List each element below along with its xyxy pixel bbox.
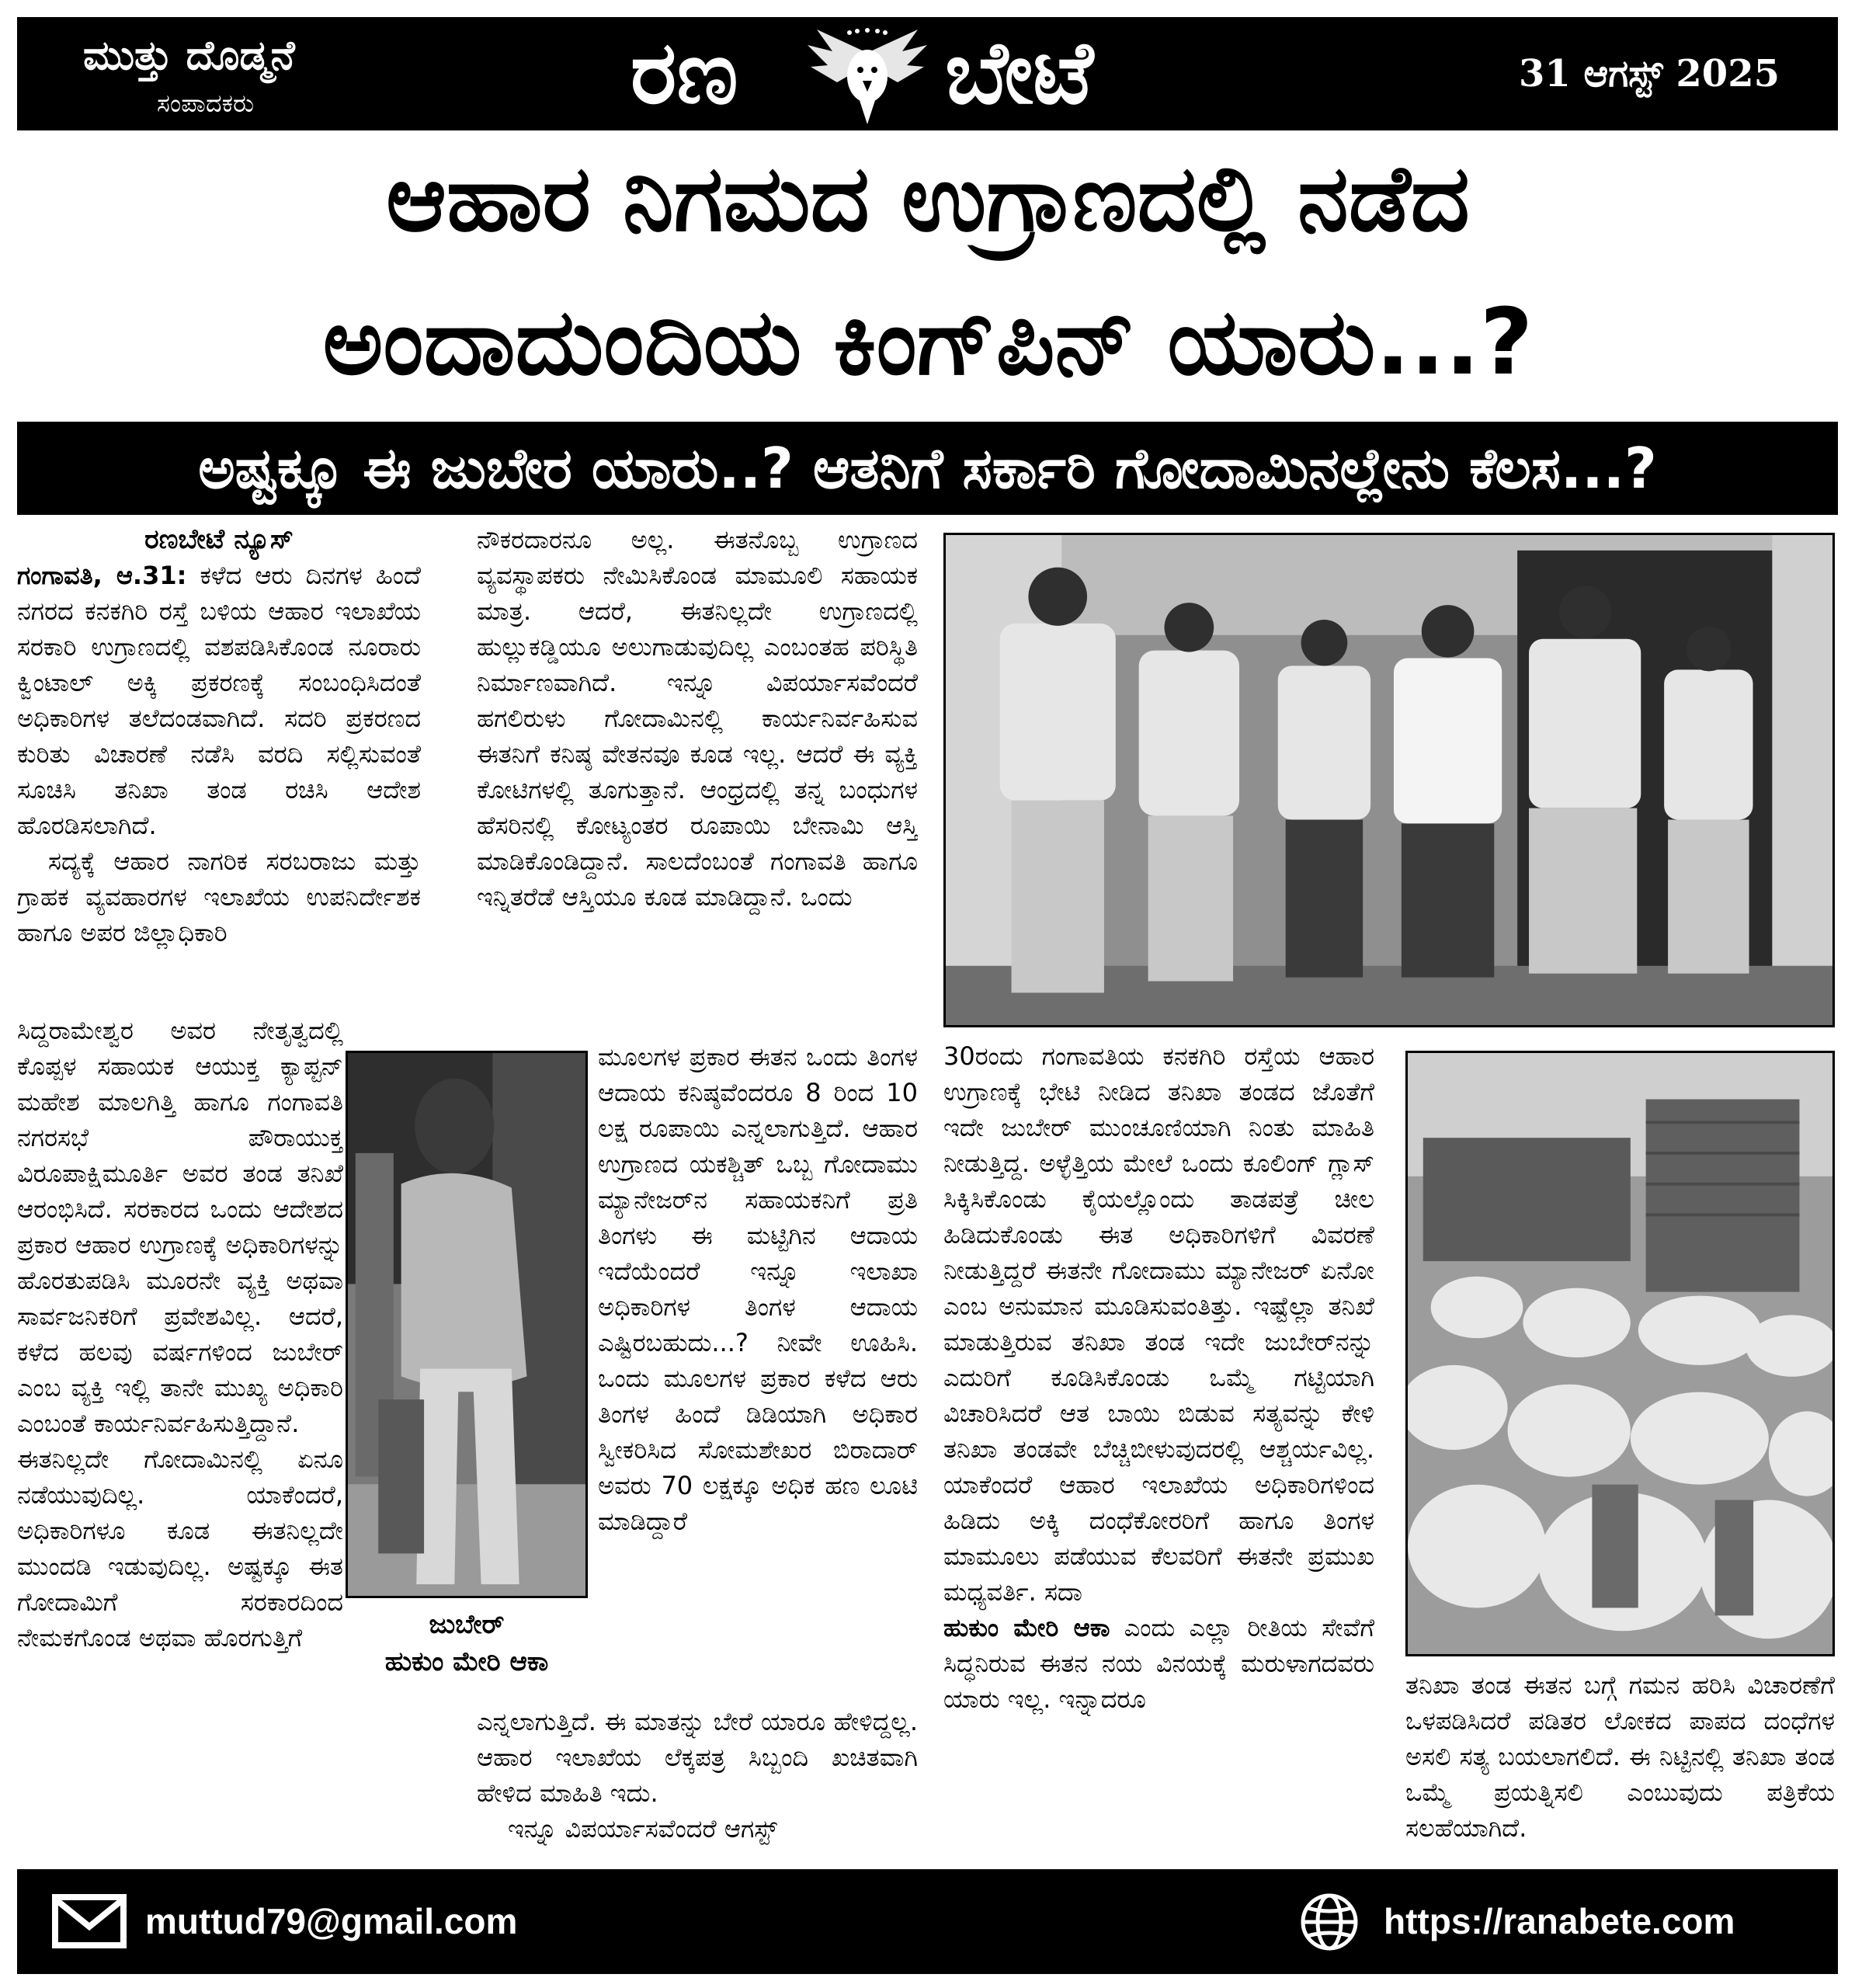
article-column-2-middle <box>598 1039 918 1695</box>
warehouse-rice-bags-photo <box>1405 1051 1835 1656</box>
article-paragraph: ಸದ್ಯಕ್ಕೆ ಆಹಾರ ನಾಗರಿಕ ಸರಬರಾಜು ಮತ್ತು ಗ್ರಾಹಕ ವ್ಯವಹಾರಗಳ ಇಲಾಖೆಯ ಉಪನಿರ್ದೇಶಕ ಹಾಗೂ ಅಪರ ಜಿಲ್ಲಾಧಿಕಾರಿ <box>17 846 421 947</box>
subheadline: ಅಷ್ಟಕ್ಕೂ ಈ ಜುಬೇರ ಯಾರು..? ಆತನಿಗೆ ಸರ್ಕಾರಿ ಗೋದಾಮಿನಲ್ಲೇನು ಕೆಲಸ...? <box>17 422 1838 515</box>
article-paragraph: ಹುಕುಂ ಮೇರಿ ಆಕಾ ಎಂದು ಎಲ್ಲಾ ರೀತಿಯ ಸೇವೆಗೆ ಸಿದ್ಧನಿರುವ ಈತನ ನಯ ವಿನಯಕ್ಕೆ ಮರುಳಾಗದವರು ಯಾರು ಇಲ್ಲ. ಇನ್ನಾದರೂ <box>943 1613 1374 1714</box>
article-paragraph: 30ರಂದು ಗಂಗಾವತಿಯ ಕನಕಗಿರಿ ರಸ್ತೆಯ ಆಹಾರ ಉಗ್ರಾಣಕ್ಕೆ ಭೇಟಿ ನೀಡಿದ ತನಿಖಾ ತಂಡದ ಜೊತೆಗೆ ಇದೇ ಜುಬೇರ್ ಮುಂಚೂಣಿಯಾಗಿ ನಿಂತು ಮಾಹಿತಿ ನೀಡುತ್ತಿದ್ದ. ಅಳ್ಳೆತ್ತಿಯ ಮೇಲೆ ಒಂದು ಕೂಲಿಂಗ್ ಗ್ಲಾಸ್ ಸಿಕ್ಕಿಸಿಕೊಂಡು ಕೈಯಲ್ಲೊಂದು ತಾಡಪತ್ರೆ ಚೀಲ ಹಿಡಿದುಕೊಂಡು ಈತ ಅಧಿಕಾರಿಗಳಿಗೆ ವಿವರಣೆ ನೀಡುತ್ತಿದ್ದರೆ ಈತನೇ ಗೋದಾಮು ಮ್ಯಾನೇಜರ್ ಏನೋ ಎಂಬ ಅನುಮಾನ ಮೂಡಿಸುವಂತಿತ್ತು. ಇಷ್ಟೆಲ್ಲಾ ತನಿಖೆ ಮಾಡುತ್ತಿರುವ ತನಿಖಾ ತಂಡ ಇದೇ ಜುಬೇರ್‌ನನ್ನು ಎದುರಿಗೆ ಕೂಡಿಸಿಕೊಂಡು ಒಮ್ಮೆ ಗಟ್ಟಿಯಾಗಿ ವಿಚಾರಿಸಿದರೆ ಆತ ಬಾಯಿ ಬಿಡುವ ಸತ್ಯವನ್ನು ಕೇಳಿ ತನಿಖಾ ತಂಡವೇ ಬೆಚ್ಚಿಬೀಳುವುದರಲ್ಲಿ ಆಶ್ಚರ್ಯವಿಲ್ಲ. ಯಾಕೆಂದರೆ ಆಹಾರ ಇಲಾಖೆಯ ಅಧಿಕಾರಿಗಳಿಂದ ಹಿಡಿದು ಅಕ್ಕಿ ದಂಧೆಕೋರರಿಗೆ ಹಾಗೂ ತಿಂಗಳ ಮಾಮೂಲು ಪಡೆಯುವ ಕೆಲವರಿಗೆ ಈತನೇ ಪ್ರಮುಖ ಮಧ್ಯವರ್ತಿ. ಸದಾ <box>943 1041 1374 1607</box>
masthead <box>17 17 1838 130</box>
article-column-2 <box>477 522 918 1034</box>
article-paragraph: ಸಿದ್ದರಾಮೇಶ್ವರ ಅವರ ನೇತೃತ್ವದಲ್ಲಿ ಕೊಪ್ಪಳ ಸಹಾಯಕ ಆಯುಕ್ತ ಕ್ಯಾಪ್ಟನ್ ಮಹೇಶ ಮಾಲಗಿತ್ತಿ ಹಾಗೂ ಗಂಗಾವತಿ ನಗರಸಭೆ ಪೌರಾಯುಕ್ತ ವಿರೂಪಾಕ್ಷಿಮೂರ್ತಿ ಅವರ ತಂಡ ತನಿಖೆ ಆರಂಭಿಸಿದೆ. ಸರಕಾರದ ಒಂದು ಆದೇಶದ ಪ್ರಕಾರ ಆಹಾರ ಉಗ್ರಾಣಕ್ಕೆ ಅಧಿಕಾರಿಗಳನ್ನು ಹೊರತುಪಡಿಸಿ ಮೂರನೇ ವ್ಯಕ್ತಿ ಅಥವಾ ಸಾರ್ವಜನಿಕರಿಗೆ ಪ್ರವೇಶವಿಲ್ಲ. ಆದರೆ, ಕಳೆದ ಹಲವು ವರ್ಷಗಳಿಂದ ಜುಬೇರ್ ಎಂಬ ವ್ಯಕ್ತಿ ಇಲ್ಲಿ ತಾನೇ ಮುಖ್ಯ ಅಧಿಕಾರಿ ಎಂಬಂತೆ ಕಾರ್ಯನಿರ್ವಹಿಸುತ್ತಿದ್ದಾನೆ. <box>17 1016 343 1438</box>
headline-line-1: ಆಹಾರ ನಿಗಮದ ಉಗ್ರಾಣದಲ್ಲಿ ನಡೆದ <box>386 144 1470 252</box>
dateline: ಗಂಗಾವತಿ, ಆ.31: <box>17 561 187 590</box>
mail-icon <box>52 1894 127 1948</box>
article-paragraph: ಇನ್ನೂ ವಿಪರ್ಯಾಸವೆಂದರೆ ಆಗಸ್ಟ್ <box>508 1814 777 1844</box>
article-paragraph: ಗಂಗಾವತಿ, ಆ.31: ಕಳೆದ ಆರು ದಿನಗಳ ಹಿಂದೆ ನಗರದ ಕನಕಗಿರಿ ರಸ್ತೆ ಬಳಿಯ ಆಹಾರ ಇಲಾಖೆಯ ಸರಕಾರಿ ಉಗ್ರಾಣದಲ್ಲಿ ವಶಪಡಿಸಿಕೊಂಡ ನೂರಾರು ಕ್ವಿಂಟಾಲ್ ಅಕ್ಕಿ ಪ್ರಕರಣಕ್ಕೆ ಸಂಬಂಧಿಸಿದಂತೆ ಅಧಿಕಾರಿಗಳ ತಲೆದಂಡವಾಗಿದೆ. ಸದರಿ ಪ್ರಕರಣದ ಕುರಿತು ವಿಚಾರಣೆ ನಡೆಸಿ ವರದಿ ಸಲ್ಲಿಸುವಂತೆ ಸೂಚಿಸಿ ತನಿಖಾ ತಂಡ ರಚಿಸಿ ಆದೇಶ ಹೊರಡಿಸಲಾಗಿದೆ. <box>17 561 421 840</box>
article-column-2-lower <box>477 1704 918 1851</box>
headline-line-2: ಅಂದಾದುಂದಿಯ ಕಿಂಗ್‌ಪಿನ್ ಯಾರು...? <box>322 288 1534 395</box>
article-paragraph: ಎನ್ನಲಾಗುತ್ತಿದೆ. ಈ ಮಾತನ್ನು ಬೇರೆ ಯಾರೂ ಹೇಳಿದ್ದಲ್ಲ. ಆಹಾರ ಇಲಾಖೆಯ ಲೆಕ್ಕಪತ್ರ ಸಿಬ್ಬಂದಿ ಖಚಿತವಾಗಿ ಹೇಳಿದ ಮಾಹಿತಿ ಇದು. <box>477 1707 918 1808</box>
brand-name-left: ರಣ <box>630 23 738 123</box>
inspection-team-photo <box>943 533 1835 1027</box>
article-paragraph: ತನಿಖಾ ತಂಡ ಈತನ ಬಗ್ಗೆ ಗಮನ ಹರಿಸಿ ವಿಚಾರಣೆಗೆ ಒಳಪಡಿಸಿದರೆ ಪಡಿತರ ಲೋಕದ ಪಾಪದ ದಂಧೆಗಳ ಅಸಲಿ ಸತ್ಯ ಬಯಲಾಗಲಿದೆ. ಈ ನಿಟ್ಟಿನಲ್ಲಿ ತನಿಖಾ ತಂಡ ಒಮ್ಮೆ ಪ್ರಯತ್ನಿಸಲಿ ಎಂಬುವುದು ಪತ್ರಿಕೆಯ ಸಲಹೆಯಾಗಿದೆ. <box>1405 1670 1835 1843</box>
editor-role: ಸಂಪಾದಕರು <box>157 89 255 118</box>
caption-name: ಜುಬೇರ್ <box>429 1609 505 1640</box>
publication-date: 31 ಆಗಸ್ಟ್ 2025 <box>1519 52 1780 96</box>
eagle-logo <box>801 22 933 127</box>
article-column-1-lower <box>17 1013 343 1851</box>
article-paragraph: ಮೂಲಗಳ ಪ್ರಕಾರ ಈತನ ಒಂದು ತಿಂಗಳ ಆದಾಯ ಕನಿಷ್ಠವೆಂದರೂ 8 ರಿಂದ 10 ಲಕ್ಷ ರೂಪಾಯಿ ಎನ್ನಲಾಗುತ್ತಿದೆ. ಆಹಾರ ಉಗ್ರಾಣದ ಯಕಶ್ಚಿತ್ ಒಬ್ಬ ಗೋದಾಮು ಮ್ಯಾನೇಜರ್‌ನ ಸಹಾಯಕನಿಗೆ ಪ್ರತಿ ತಿಂಗಳು ಈ ಮಟ್ಟಿಗಿನ ಆದಾಯ ಇದೆಯೆಂದರೆ ಇನ್ನೂ ಇಲಾಖಾ ಅಧಿಕಾರಿಗಳ ತಿಂಗಳ ಆದಾಯ ಎಷ್ಟಿರಬಹುದು...? ನೀವೇ ಊಹಿಸಿ. ಒಂದು ಮೂಲಗಳ ಪ್ರಕಾರ ಕಳೆದ ಆರು ತಿಂಗಳ ಹಿಂದೆ ಡಿಡಿಯಾಗಿ ಅಧಿಕಾರ ಸ್ವೀಕರಿಸಿದ ಸೋಮಶೇಖರ ಬಿರಾದಾರ್ ಅವರು 70 ಲಕ್ಷಕ್ಕೂ ಅಧಿಕ ಹಣ ಲೂಟಿ ಮಾಡಿದ್ದಾರೆ <box>598 1042 918 1536</box>
contact-email[interactable]: muttud79@gmail.com <box>145 1901 518 1941</box>
article-paragraph: ಈತನಿಲ್ಲದೇ ಗೋದಾಮಿನಲ್ಲಿ ಏನೂ ನಡೆಯುವುದಿಲ್ಲ. ಯಾಕೆಂದರೆ, ಅಧಿಕಾರಿಗಳೂ ಕೂಡ ಈತನಿಲ್ಲದೇ ಮುಂದಡಿ ಇಡುವುದಿಲ್ಲ. ಅಷ್ಟಕ್ಕೂ ಈತ ಗೋದಾಮಿಗೆ ಸರಕಾರದಿಂದ ನೇಮಕಗೊಂಡ ಅಥವಾ ಹೊರಗುತ್ತಿಗೆ <box>17 1444 343 1653</box>
article-column-4 <box>1405 1667 1835 1851</box>
zuber-photo <box>346 1051 588 1598</box>
globe-icon <box>1298 1891 1360 1953</box>
editor-name: ಮುತ್ತು ದೊಡ್ಮನೆ <box>83 33 295 79</box>
byline: ರಣಬೇಟೆ ನ್ಯೂಸ್ <box>144 524 294 555</box>
photo-caption <box>346 1606 588 1680</box>
highlight-phrase: ಹುಕುಂ ಮೇರಿ ಆಕಾ <box>943 1613 1110 1642</box>
caption-tagline: ಹುಕುಂ ಮೇರಿ ಆಕಾ <box>384 1646 549 1677</box>
website-link[interactable]: https://ranabete.com <box>1384 1901 1735 1941</box>
brand-name-right: ಬೇಟೆ <box>945 23 1094 123</box>
footer <box>17 1869 1838 1974</box>
article-column-3 <box>943 1038 1374 1851</box>
article-paragraph: ನೌಕರದಾರನೂ ಅಲ್ಲ. ಈತನೊಬ್ಬ ಉಗ್ರಾಣದ ವ್ಯವಸ್ಥಾಪಕರು ನೇಮಿಸಿಕೊಂಡ ಮಾಮೂಲಿ ಸಹಾಯಕ ಮಾತ್ರ. ಆದರೆ, ಈತನಿಲ್ಲದೇ ಉಗ್ರಾಣದಲ್ಲಿ ಹುಲ್ಲುಕಡ್ಡಿಯೂ ಅಲುಗಾಡುವುದಿಲ್ಲ ಎಂಬಂತಹ ಪರಿಸ್ಥಿತಿ ನಿರ್ಮಾಣವಾಗಿದೆ. ಇನ್ನೂ ವಿಪರ್ಯಾಸವೆಂದರೆ ಹಗಲಿರುಳು ಗೋದಾಮಿನಲ್ಲಿ ಕಾರ್ಯನಿರ್ವಹಿಸುವ ಈತನಿಗೆ ಕನಿಷ್ಠ ವೇತನವೂ ಕೂಡ ಇಲ್ಲ. ಆದರೆ ಈ ವ್ಯಕ್ತಿ ಕೋಟಿಗಳಲ್ಲಿ ತೂಗುತ್ತಾನೆ. ಆಂಧ್ರದಲ್ಲಿ ತನ್ನ ಬಂಧುಗಳ ಹೆಸರಿನಲ್ಲಿ ಕೋಟ್ಯಂತರ ರೂಪಾಯಿ ಬೇನಾಮಿ ಆಸ್ತಿ ಮಾಡಿಕೊಂಡಿದ್ದಾನೆ. ಸಾಲದೆಂಬಂತೆ ಗಂಗಾವತಿ ಹಾಗೂ ಇನ್ನಿತರೆಡೆ ಆಸ್ತಿಯೂ ಕೂಡ ಮಾಡಿದ್ದಾನೆ. ಒಂದು <box>477 525 918 912</box>
